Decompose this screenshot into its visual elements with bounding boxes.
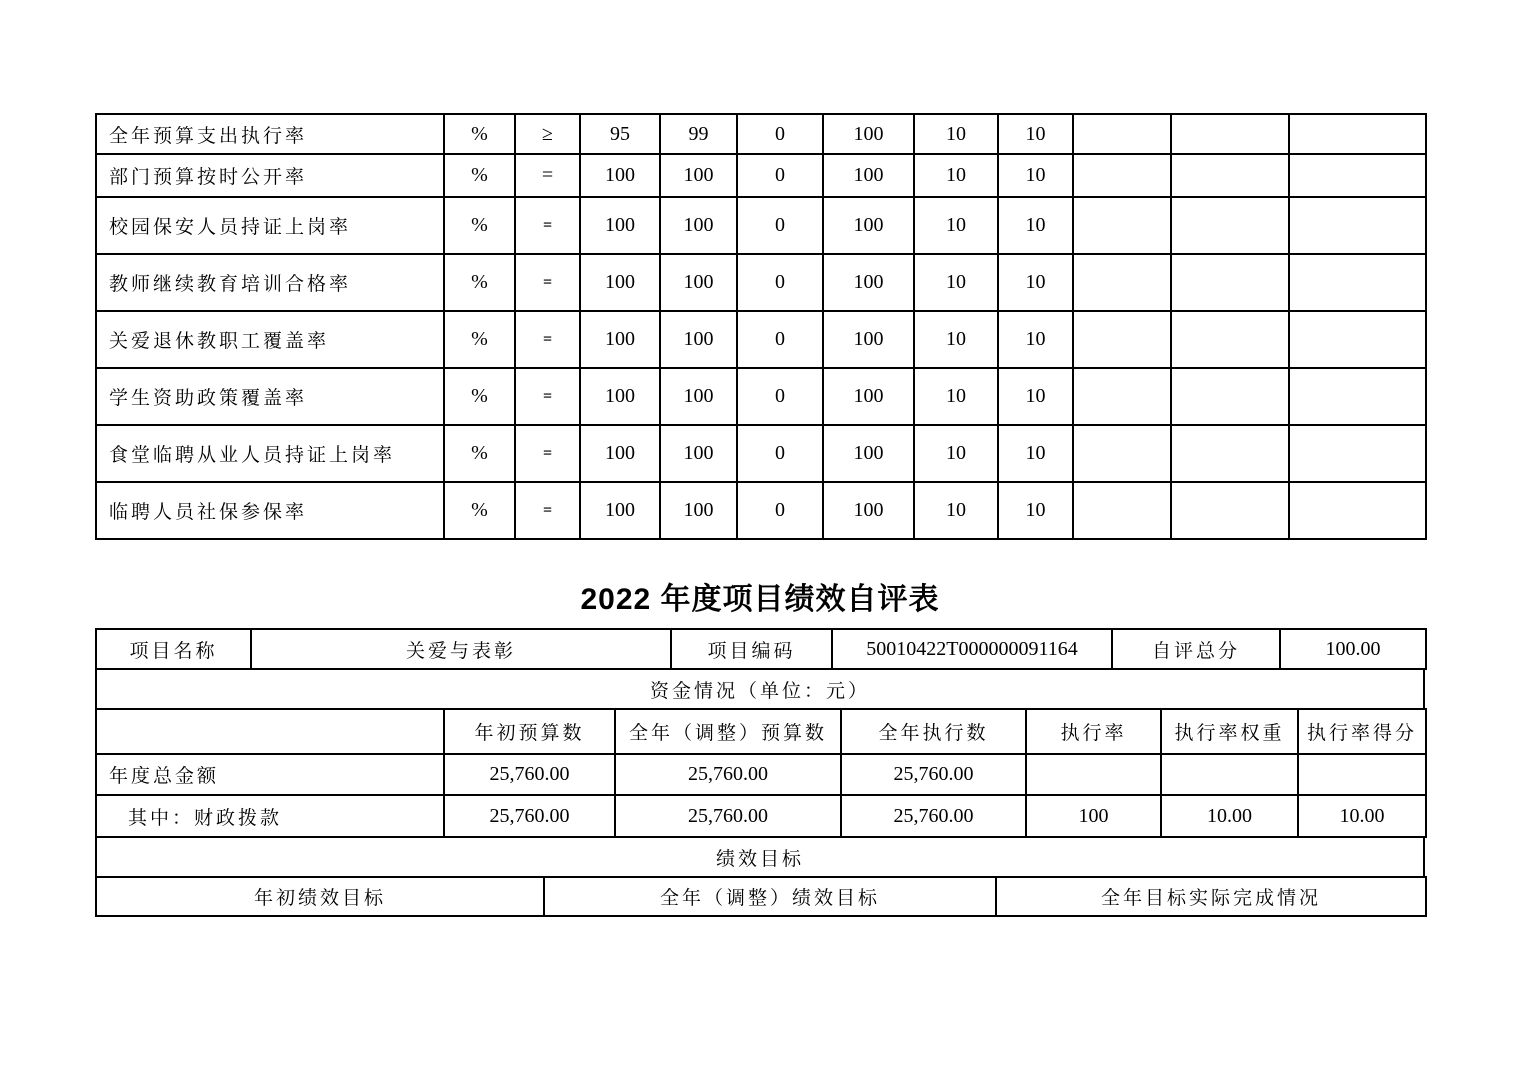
indicator-row xyxy=(96,425,1426,482)
empty-cell xyxy=(1289,197,1426,254)
performance-header-cell: 全年（调整）绩效目标 xyxy=(544,877,996,916)
self-score-label: 自评总分 xyxy=(1112,629,1280,669)
value-cell: 0 xyxy=(737,311,823,368)
funding-header-cell: 执行率 xyxy=(1026,709,1161,754)
empty-cell xyxy=(1073,368,1171,425)
empty-cell xyxy=(1073,425,1171,482)
indicator-name-cell: 部门预算按时公开率 xyxy=(96,154,444,197)
empty-cell xyxy=(1289,368,1426,425)
performance-section xyxy=(95,836,1425,878)
value-cell: 10 xyxy=(998,311,1073,368)
value-cell: 100 xyxy=(580,254,660,311)
value-cell: 0 xyxy=(737,482,823,539)
project-code-label: 项目编码 xyxy=(671,629,832,669)
value-cell: 99 xyxy=(660,114,737,154)
unit-cell: % xyxy=(444,254,515,311)
value-cell: 100 xyxy=(823,154,914,197)
operator-cell: = xyxy=(515,311,580,368)
project-name-value: 关爱与表彰 xyxy=(251,629,671,669)
funding-value-cell: 25,760.00 xyxy=(615,754,841,795)
empty-cell xyxy=(1171,425,1289,482)
funding-value-cell: 25,760.00 xyxy=(841,754,1026,795)
indicator-name-cell: 临聘人员社保参保率 xyxy=(96,482,444,539)
operator-cell: = xyxy=(515,254,580,311)
funding-header-cell: 执行率得分 xyxy=(1298,709,1426,754)
value-cell: 10 xyxy=(914,114,998,154)
value-cell: 10 xyxy=(998,482,1073,539)
funding-header-cell: 全年（调整）预算数 xyxy=(615,709,841,754)
empty-cell xyxy=(1073,254,1171,311)
value-cell: 100 xyxy=(823,482,914,539)
performance-header-table xyxy=(95,876,1427,917)
unit-cell: % xyxy=(444,368,515,425)
unit-cell: % xyxy=(444,114,515,154)
page-title: 2022 年度项目绩效自评表 xyxy=(580,583,940,616)
operator-cell: = xyxy=(515,368,580,425)
value-cell: 100 xyxy=(823,114,914,154)
empty-cell xyxy=(1171,114,1289,154)
operator-cell: = xyxy=(515,482,580,539)
funding-value-cell: 25,760.00 xyxy=(444,795,615,837)
value-cell: 10 xyxy=(914,254,998,311)
empty-cell xyxy=(1289,154,1426,197)
value-cell: 100 xyxy=(660,425,737,482)
funding-value-cell: 25,760.00 xyxy=(841,795,1026,837)
value-cell: 100 xyxy=(660,254,737,311)
funding-header-row xyxy=(96,709,1426,754)
value-cell: 0 xyxy=(737,197,823,254)
funding-value-cell xyxy=(1161,754,1298,795)
value-cell: 10 xyxy=(998,154,1073,197)
funding-header-cell: 执行率权重 xyxy=(1161,709,1298,754)
value-cell: 10 xyxy=(914,311,998,368)
funding-header-cell: 全年执行数 xyxy=(841,709,1026,754)
value-cell: 100 xyxy=(660,311,737,368)
funding-table xyxy=(95,708,1427,838)
value-cell: 10 xyxy=(914,197,998,254)
funding-value-cell xyxy=(1298,754,1426,795)
empty-cell xyxy=(1171,154,1289,197)
value-cell: 10 xyxy=(914,425,998,482)
value-cell: 10 xyxy=(914,368,998,425)
value-cell: 100 xyxy=(660,482,737,539)
indicator-table xyxy=(95,113,1427,540)
empty-cell xyxy=(1073,154,1171,197)
value-cell: 10 xyxy=(914,482,998,539)
project-name-label: 项目名称 xyxy=(96,629,251,669)
project-code-value: 50010422T000000091164 xyxy=(832,629,1112,669)
value-cell: 0 xyxy=(737,154,823,197)
funding-value-cell: 10.00 xyxy=(1161,795,1298,837)
performance-section-title: 绩效目标 xyxy=(96,837,1424,877)
indicator-row xyxy=(96,311,1426,368)
funding-section-title: 资金情况（单位：元） xyxy=(96,669,1424,709)
empty-cell xyxy=(1289,254,1426,311)
funding-header-cell: 年初预算数 xyxy=(444,709,615,754)
operator-cell: = xyxy=(515,197,580,254)
indicator-row xyxy=(96,368,1426,425)
value-cell: 100 xyxy=(580,311,660,368)
indicator-name-cell: 全年预算支出执行率 xyxy=(96,114,444,154)
value-cell: 100 xyxy=(823,254,914,311)
operator-cell: ≥ xyxy=(515,114,580,154)
value-cell: 100 xyxy=(823,368,914,425)
value-cell: 100 xyxy=(660,154,737,197)
value-cell: 100 xyxy=(823,197,914,254)
value-cell: 0 xyxy=(737,425,823,482)
value-cell: 100 xyxy=(823,425,914,482)
value-cell: 10 xyxy=(998,368,1073,425)
unit-cell: % xyxy=(444,482,515,539)
empty-cell xyxy=(1073,114,1171,154)
empty-cell xyxy=(1171,368,1289,425)
funding-row xyxy=(96,754,1426,795)
funding-section xyxy=(95,668,1425,710)
unit-cell: % xyxy=(444,425,515,482)
funding-row-label: 其中：财政拨款 xyxy=(96,795,444,837)
funding-value-cell: 25,760.00 xyxy=(444,754,615,795)
empty-cell xyxy=(1073,197,1171,254)
value-cell: 100 xyxy=(660,368,737,425)
empty-cell xyxy=(1073,311,1171,368)
funding-row-label: 年度总金额 xyxy=(96,754,444,795)
empty-cell xyxy=(1171,254,1289,311)
performance-header-cell: 全年目标实际完成情况 xyxy=(996,877,1426,916)
value-cell: 100 xyxy=(660,197,737,254)
indicator-name-cell: 校园保安人员持证上岗率 xyxy=(96,197,444,254)
value-cell: 10 xyxy=(998,197,1073,254)
self-eval-info-row xyxy=(95,628,1427,670)
unit-cell: % xyxy=(444,311,515,368)
unit-cell: % xyxy=(444,154,515,197)
empty-cell xyxy=(1073,482,1171,539)
value-cell: 100 xyxy=(580,154,660,197)
funding-value-cell: 100 xyxy=(1026,795,1161,837)
performance-header-cell: 年初绩效目标 xyxy=(96,877,544,916)
funding-value-cell xyxy=(1026,754,1161,795)
indicator-name-cell: 关爱退休教职工覆盖率 xyxy=(96,311,444,368)
indicator-row xyxy=(96,197,1426,254)
value-cell: 10 xyxy=(914,154,998,197)
indicator-name-cell: 教师继续教育培训合格率 xyxy=(96,254,444,311)
value-cell: 100 xyxy=(823,311,914,368)
value-cell: 0 xyxy=(737,368,823,425)
value-cell: 0 xyxy=(737,254,823,311)
empty-cell xyxy=(1289,425,1426,482)
value-cell: 95 xyxy=(580,114,660,154)
value-cell: 10 xyxy=(998,425,1073,482)
value-cell: 10 xyxy=(998,254,1073,311)
empty-cell xyxy=(1289,482,1426,539)
indicator-row xyxy=(96,254,1426,311)
indicator-name-cell: 学生资助政策覆盖率 xyxy=(96,368,444,425)
empty-cell xyxy=(1289,311,1426,368)
unit-cell: % xyxy=(444,197,515,254)
indicator-name-cell: 食堂临聘从业人员持证上岗率 xyxy=(96,425,444,482)
value-cell: 0 xyxy=(737,114,823,154)
indicator-row xyxy=(96,114,1426,154)
value-cell: 10 xyxy=(998,114,1073,154)
funding-value-cell: 10.00 xyxy=(1298,795,1426,837)
empty-cell xyxy=(96,709,444,754)
value-cell: 100 xyxy=(580,482,660,539)
operator-cell: = xyxy=(515,154,580,197)
value-cell: 100 xyxy=(580,425,660,482)
indicator-row xyxy=(96,482,1426,539)
indicator-row xyxy=(96,154,1426,197)
empty-cell xyxy=(1171,197,1289,254)
self-eval-table xyxy=(95,628,1425,917)
funding-row xyxy=(96,795,1426,837)
value-cell: 100 xyxy=(580,368,660,425)
funding-value-cell: 25,760.00 xyxy=(615,795,841,837)
empty-cell xyxy=(1171,311,1289,368)
value-cell: 100 xyxy=(580,197,660,254)
empty-cell xyxy=(1289,114,1426,154)
empty-cell xyxy=(1171,482,1289,539)
operator-cell: = xyxy=(515,425,580,482)
self-score-value: 100.00 xyxy=(1280,629,1426,669)
